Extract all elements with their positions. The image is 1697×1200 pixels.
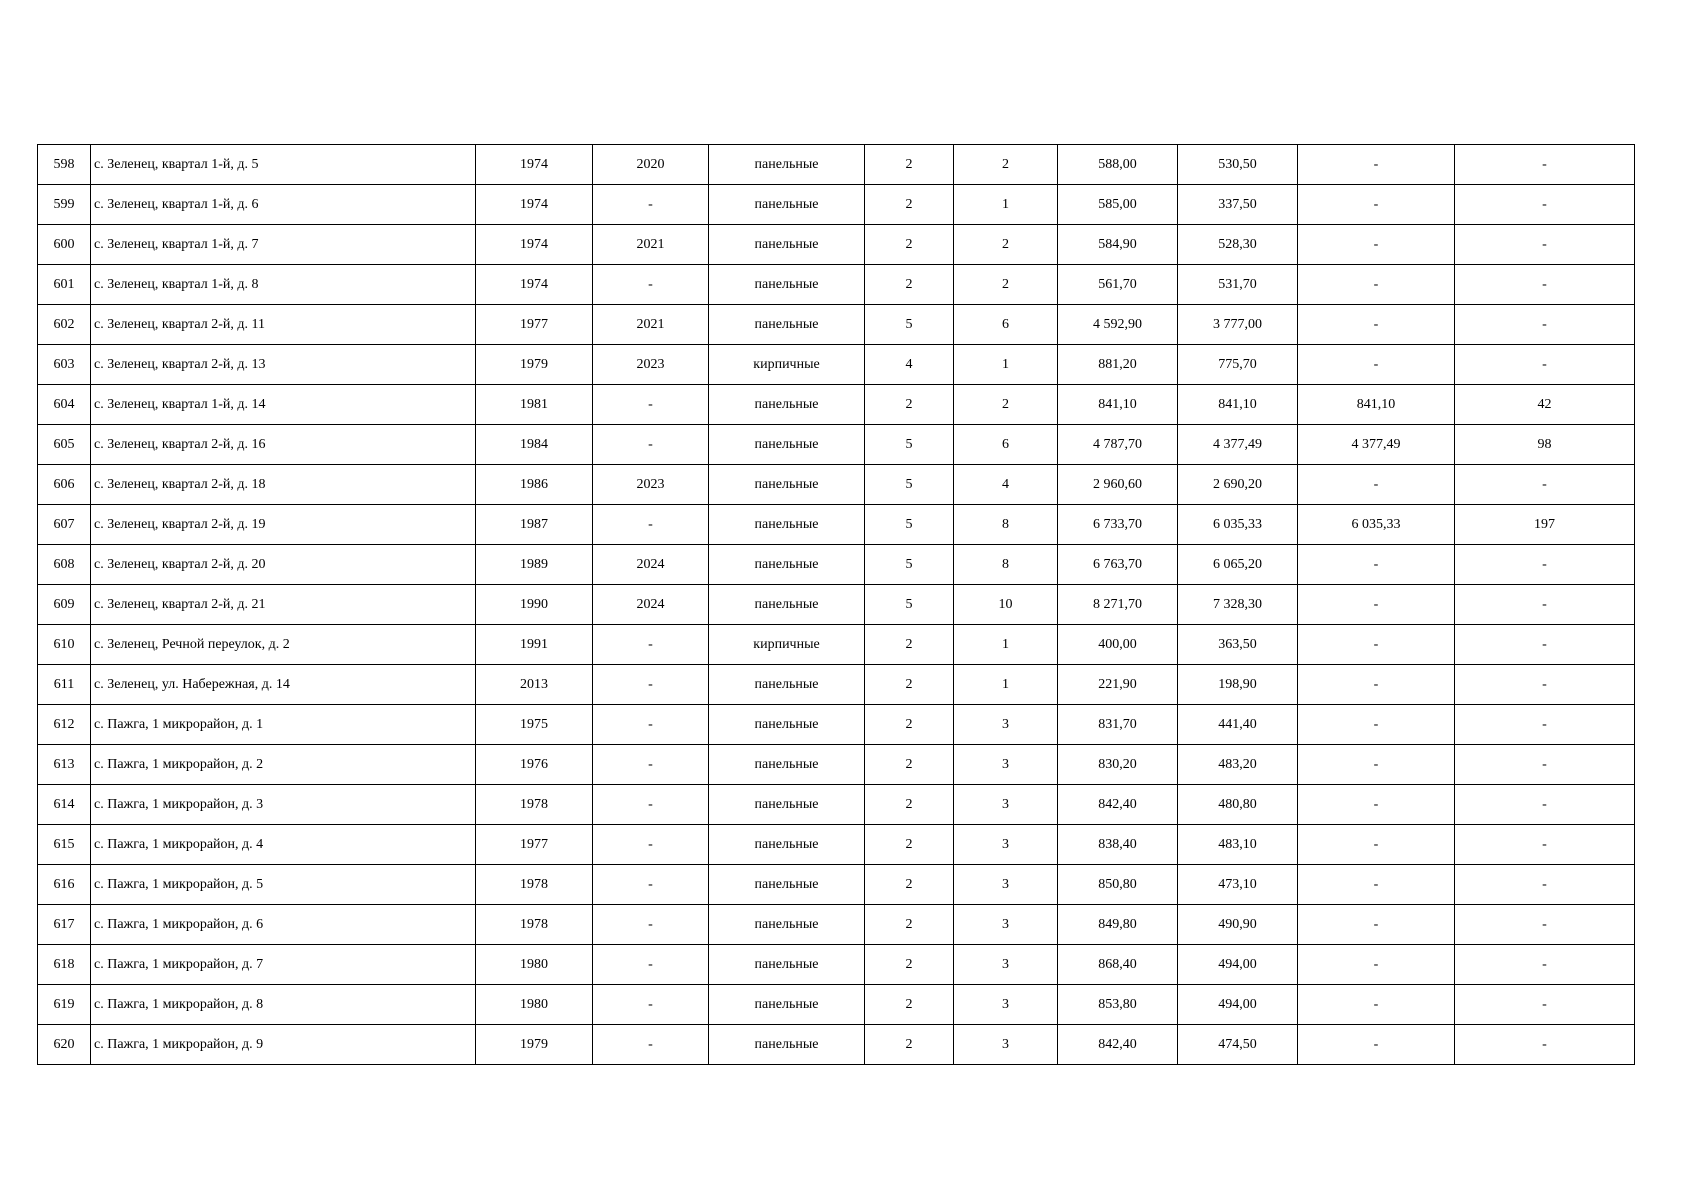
year-built-cell: 1974 <box>476 265 593 305</box>
living-area-cell: 775,70 <box>1178 345 1298 385</box>
year-repair-cell: - <box>593 745 709 785</box>
residents-cell: - <box>1455 345 1635 385</box>
year-built-cell: 1976 <box>476 745 593 785</box>
total-area-cell: 842,40 <box>1058 785 1178 825</box>
living-area-cell: 4 377,49 <box>1178 425 1298 465</box>
floors-cell: 2 <box>865 865 954 905</box>
table-row <box>38 545 1635 585</box>
wall-material-cell: панельные <box>709 225 865 265</box>
entrances-cell: 1 <box>954 185 1058 225</box>
address-cell: с. Пажга, 1 микрорайон, д. 5 <box>91 865 476 905</box>
row-number-cell: 611 <box>38 665 91 705</box>
year-repair-cell: - <box>593 945 709 985</box>
emergency-area-cell: - <box>1298 585 1455 625</box>
floors-cell: 5 <box>865 585 954 625</box>
wall-material-cell: панельные <box>709 465 865 505</box>
year-built-cell: 1987 <box>476 505 593 545</box>
living-area-cell: 841,10 <box>1178 385 1298 425</box>
entrances-cell: 3 <box>954 1025 1058 1065</box>
table-row <box>38 985 1635 1025</box>
residents-cell: 98 <box>1455 425 1635 465</box>
entrances-cell: 3 <box>954 705 1058 745</box>
table-row <box>38 945 1635 985</box>
entrances-cell: 1 <box>954 345 1058 385</box>
year-built-cell: 1989 <box>476 545 593 585</box>
living-area-cell: 6 065,20 <box>1178 545 1298 585</box>
entrances-cell: 1 <box>954 665 1058 705</box>
floors-cell: 2 <box>865 665 954 705</box>
year-repair-cell: - <box>593 1025 709 1065</box>
wall-material-cell: панельные <box>709 585 865 625</box>
living-area-cell: 3 777,00 <box>1178 305 1298 345</box>
total-area-cell: 850,80 <box>1058 865 1178 905</box>
address-cell: с. Зеленец, квартал 1-й, д. 14 <box>91 385 476 425</box>
year-repair-cell: - <box>593 905 709 945</box>
emergency-area-cell: 841,10 <box>1298 385 1455 425</box>
floors-cell: 2 <box>865 225 954 265</box>
year-repair-cell: - <box>593 625 709 665</box>
year-built-cell: 1979 <box>476 345 593 385</box>
living-area-cell: 494,00 <box>1178 985 1298 1025</box>
year-repair-cell: - <box>593 785 709 825</box>
year-repair-cell: - <box>593 865 709 905</box>
table-row <box>38 1025 1635 1065</box>
address-cell: с. Зеленец, квартал 1-й, д. 5 <box>91 145 476 185</box>
residents-cell: - <box>1455 225 1635 265</box>
address-cell: с. Зеленец, квартал 2-й, д. 21 <box>91 585 476 625</box>
floors-cell: 2 <box>865 1025 954 1065</box>
entrances-cell: 8 <box>954 545 1058 585</box>
year-built-cell: 1991 <box>476 625 593 665</box>
year-built-cell: 1978 <box>476 905 593 945</box>
entrances-cell: 2 <box>954 265 1058 305</box>
total-area-cell: 868,40 <box>1058 945 1178 985</box>
wall-material-cell: панельные <box>709 905 865 945</box>
emergency-area-cell: - <box>1298 185 1455 225</box>
year-built-cell: 1974 <box>476 185 593 225</box>
year-repair-cell: - <box>593 505 709 545</box>
table-row <box>38 825 1635 865</box>
table-row <box>38 265 1635 305</box>
housing-registry-table <box>37 144 1635 1065</box>
wall-material-cell: панельные <box>709 985 865 1025</box>
table-row <box>38 745 1635 785</box>
residents-cell: - <box>1455 1025 1635 1065</box>
wall-material-cell: кирпичные <box>709 345 865 385</box>
year-repair-cell: - <box>593 425 709 465</box>
address-cell: с. Зеленец, квартал 2-й, д. 19 <box>91 505 476 545</box>
row-number-cell: 598 <box>38 145 91 185</box>
row-number-cell: 614 <box>38 785 91 825</box>
row-number-cell: 605 <box>38 425 91 465</box>
living-area-cell: 441,40 <box>1178 705 1298 745</box>
wall-material-cell: панельные <box>709 865 865 905</box>
total-area-cell: 221,90 <box>1058 665 1178 705</box>
year-built-cell: 1980 <box>476 945 593 985</box>
emergency-area-cell: - <box>1298 985 1455 1025</box>
emergency-area-cell: 4 377,49 <box>1298 425 1455 465</box>
residents-cell: 197 <box>1455 505 1635 545</box>
living-area-cell: 337,50 <box>1178 185 1298 225</box>
year-repair-cell: 2020 <box>593 145 709 185</box>
year-built-cell: 1978 <box>476 785 593 825</box>
row-number-cell: 610 <box>38 625 91 665</box>
emergency-area-cell: - <box>1298 945 1455 985</box>
table-row <box>38 145 1635 185</box>
entrances-cell: 6 <box>954 305 1058 345</box>
total-area-cell: 842,40 <box>1058 1025 1178 1065</box>
table-row <box>38 905 1635 945</box>
emergency-area-cell: - <box>1298 625 1455 665</box>
year-built-cell: 1974 <box>476 225 593 265</box>
row-number-cell: 607 <box>38 505 91 545</box>
address-cell: с. Пажга, 1 микрорайон, д. 3 <box>91 785 476 825</box>
address-cell: с. Зеленец, квартал 2-й, д. 20 <box>91 545 476 585</box>
entrances-cell: 4 <box>954 465 1058 505</box>
emergency-area-cell: - <box>1298 305 1455 345</box>
wall-material-cell: панельные <box>709 825 865 865</box>
total-area-cell: 849,80 <box>1058 905 1178 945</box>
entrances-cell: 3 <box>954 745 1058 785</box>
emergency-area-cell: - <box>1298 345 1455 385</box>
total-area-cell: 400,00 <box>1058 625 1178 665</box>
floors-cell: 2 <box>865 385 954 425</box>
living-area-cell: 7 328,30 <box>1178 585 1298 625</box>
entrances-cell: 3 <box>954 905 1058 945</box>
row-number-cell: 618 <box>38 945 91 985</box>
living-area-cell: 6 035,33 <box>1178 505 1298 545</box>
table-row <box>38 345 1635 385</box>
table-row <box>38 465 1635 505</box>
wall-material-cell: панельные <box>709 305 865 345</box>
table-row <box>38 865 1635 905</box>
living-area-cell: 531,70 <box>1178 265 1298 305</box>
emergency-area-cell: - <box>1298 745 1455 785</box>
living-area-cell: 483,20 <box>1178 745 1298 785</box>
living-area-cell: 483,10 <box>1178 825 1298 865</box>
year-repair-cell: 2024 <box>593 545 709 585</box>
row-number-cell: 601 <box>38 265 91 305</box>
residents-cell: - <box>1455 545 1635 585</box>
residents-cell: - <box>1455 585 1635 625</box>
floors-cell: 4 <box>865 345 954 385</box>
emergency-area-cell: - <box>1298 825 1455 865</box>
residents-cell: - <box>1455 945 1635 985</box>
wall-material-cell: панельные <box>709 705 865 745</box>
total-area-cell: 588,00 <box>1058 145 1178 185</box>
entrances-cell: 2 <box>954 145 1058 185</box>
row-number-cell: 616 <box>38 865 91 905</box>
residents-cell: - <box>1455 865 1635 905</box>
residents-cell: - <box>1455 305 1635 345</box>
year-built-cell: 1978 <box>476 865 593 905</box>
address-cell: с. Пажга, 1 микрорайон, д. 6 <box>91 905 476 945</box>
total-area-cell: 6 763,70 <box>1058 545 1178 585</box>
floors-cell: 5 <box>865 425 954 465</box>
total-area-cell: 838,40 <box>1058 825 1178 865</box>
year-repair-cell: - <box>593 385 709 425</box>
entrances-cell: 1 <box>954 625 1058 665</box>
total-area-cell: 561,70 <box>1058 265 1178 305</box>
emergency-area-cell: - <box>1298 1025 1455 1065</box>
row-number-cell: 604 <box>38 385 91 425</box>
residents-cell: - <box>1455 785 1635 825</box>
living-area-cell: 530,50 <box>1178 145 1298 185</box>
wall-material-cell: кирпичные <box>709 625 865 665</box>
year-repair-cell: - <box>593 705 709 745</box>
year-built-cell: 1986 <box>476 465 593 505</box>
living-area-cell: 363,50 <box>1178 625 1298 665</box>
table-row <box>38 185 1635 225</box>
address-cell: с. Пажга, 1 микрорайон, д. 7 <box>91 945 476 985</box>
total-area-cell: 831,70 <box>1058 705 1178 745</box>
residents-cell: 42 <box>1455 385 1635 425</box>
emergency-area-cell: - <box>1298 865 1455 905</box>
residents-cell: - <box>1455 705 1635 745</box>
row-number-cell: 617 <box>38 905 91 945</box>
floors-cell: 5 <box>865 505 954 545</box>
year-built-cell: 1979 <box>476 1025 593 1065</box>
entrances-cell: 6 <box>954 425 1058 465</box>
entrances-cell: 3 <box>954 865 1058 905</box>
total-area-cell: 841,10 <box>1058 385 1178 425</box>
wall-material-cell: панельные <box>709 425 865 465</box>
emergency-area-cell: 6 035,33 <box>1298 505 1455 545</box>
row-number-cell: 612 <box>38 705 91 745</box>
table-row <box>38 225 1635 265</box>
year-built-cell: 1981 <box>476 385 593 425</box>
floors-cell: 2 <box>865 705 954 745</box>
address-cell: с. Зеленец, квартал 1-й, д. 7 <box>91 225 476 265</box>
total-area-cell: 584,90 <box>1058 225 1178 265</box>
row-number-cell: 619 <box>38 985 91 1025</box>
address-cell: с. Пажга, 1 микрорайон, д. 9 <box>91 1025 476 1065</box>
table-row <box>38 585 1635 625</box>
floors-cell: 2 <box>865 945 954 985</box>
address-cell: с. Зеленец, квартал 1-й, д. 8 <box>91 265 476 305</box>
entrances-cell: 10 <box>954 585 1058 625</box>
year-repair-cell: - <box>593 265 709 305</box>
living-area-cell: 198,90 <box>1178 665 1298 705</box>
floors-cell: 2 <box>865 905 954 945</box>
residents-cell: - <box>1455 185 1635 225</box>
entrances-cell: 3 <box>954 785 1058 825</box>
living-area-cell: 2 690,20 <box>1178 465 1298 505</box>
year-built-cell: 2013 <box>476 665 593 705</box>
total-area-cell: 2 960,60 <box>1058 465 1178 505</box>
address-cell: с. Зеленец, ул. Набережная, д. 14 <box>91 665 476 705</box>
floors-cell: 5 <box>865 305 954 345</box>
wall-material-cell: панельные <box>709 545 865 585</box>
wall-material-cell: панельные <box>709 145 865 185</box>
address-cell: с. Пажга, 1 микрорайон, д. 4 <box>91 825 476 865</box>
entrances-cell: 3 <box>954 945 1058 985</box>
year-repair-cell: 2023 <box>593 345 709 385</box>
emergency-area-cell: - <box>1298 905 1455 945</box>
year-built-cell: 1977 <box>476 305 593 345</box>
total-area-cell: 881,20 <box>1058 345 1178 385</box>
living-area-cell: 473,10 <box>1178 865 1298 905</box>
total-area-cell: 585,00 <box>1058 185 1178 225</box>
residents-cell: - <box>1455 625 1635 665</box>
living-area-cell: 474,50 <box>1178 1025 1298 1065</box>
address-cell: с. Зеленец, квартал 2-й, д. 13 <box>91 345 476 385</box>
wall-material-cell: панельные <box>709 385 865 425</box>
floors-cell: 2 <box>865 785 954 825</box>
entrances-cell: 8 <box>954 505 1058 545</box>
row-number-cell: 599 <box>38 185 91 225</box>
row-number-cell: 613 <box>38 745 91 785</box>
address-cell: с. Зеленец, квартал 1-й, д. 6 <box>91 185 476 225</box>
row-number-cell: 615 <box>38 825 91 865</box>
floors-cell: 2 <box>865 185 954 225</box>
total-area-cell: 6 733,70 <box>1058 505 1178 545</box>
floors-cell: 2 <box>865 825 954 865</box>
table-row <box>38 625 1635 665</box>
living-area-cell: 528,30 <box>1178 225 1298 265</box>
table-row <box>38 785 1635 825</box>
residents-cell: - <box>1455 745 1635 785</box>
address-cell: с. Зеленец, Речной переулок, д. 2 <box>91 625 476 665</box>
table-body <box>38 145 1635 1065</box>
emergency-area-cell: - <box>1298 265 1455 305</box>
row-number-cell: 608 <box>38 545 91 585</box>
row-number-cell: 600 <box>38 225 91 265</box>
floors-cell: 2 <box>865 985 954 1025</box>
residents-cell: - <box>1455 265 1635 305</box>
emergency-area-cell: - <box>1298 545 1455 585</box>
living-area-cell: 494,00 <box>1178 945 1298 985</box>
year-repair-cell: 2023 <box>593 465 709 505</box>
emergency-area-cell: - <box>1298 785 1455 825</box>
emergency-area-cell: - <box>1298 225 1455 265</box>
total-area-cell: 4 787,70 <box>1058 425 1178 465</box>
wall-material-cell: панельные <box>709 785 865 825</box>
wall-material-cell: панельные <box>709 665 865 705</box>
floors-cell: 2 <box>865 265 954 305</box>
floors-cell: 5 <box>865 545 954 585</box>
row-number-cell: 602 <box>38 305 91 345</box>
table-row <box>38 705 1635 745</box>
year-built-cell: 1974 <box>476 145 593 185</box>
entrances-cell: 2 <box>954 385 1058 425</box>
row-number-cell: 620 <box>38 1025 91 1065</box>
year-repair-cell: 2024 <box>593 585 709 625</box>
total-area-cell: 853,80 <box>1058 985 1178 1025</box>
residents-cell: - <box>1455 825 1635 865</box>
year-built-cell: 1977 <box>476 825 593 865</box>
total-area-cell: 830,20 <box>1058 745 1178 785</box>
table-row <box>38 305 1635 345</box>
row-number-cell: 609 <box>38 585 91 625</box>
entrances-cell: 3 <box>954 825 1058 865</box>
wall-material-cell: панельные <box>709 505 865 545</box>
living-area-cell: 480,80 <box>1178 785 1298 825</box>
year-repair-cell: - <box>593 185 709 225</box>
residents-cell: - <box>1455 465 1635 505</box>
wall-material-cell: панельные <box>709 1025 865 1065</box>
address-cell: с. Пажга, 1 микрорайон, д. 2 <box>91 745 476 785</box>
residents-cell: - <box>1455 665 1635 705</box>
total-area-cell: 8 271,70 <box>1058 585 1178 625</box>
year-repair-cell: 2021 <box>593 225 709 265</box>
row-number-cell: 606 <box>38 465 91 505</box>
table-row <box>38 425 1635 465</box>
living-area-cell: 490,90 <box>1178 905 1298 945</box>
wall-material-cell: панельные <box>709 265 865 305</box>
year-repair-cell: 2021 <box>593 305 709 345</box>
year-repair-cell: - <box>593 665 709 705</box>
emergency-area-cell: - <box>1298 665 1455 705</box>
address-cell: с. Пажга, 1 микрорайон, д. 8 <box>91 985 476 1025</box>
wall-material-cell: панельные <box>709 945 865 985</box>
residents-cell: - <box>1455 145 1635 185</box>
address-cell: с. Зеленец, квартал 2-й, д. 11 <box>91 305 476 345</box>
year-built-cell: 1984 <box>476 425 593 465</box>
floors-cell: 2 <box>865 745 954 785</box>
year-built-cell: 1975 <box>476 705 593 745</box>
table-row <box>38 665 1635 705</box>
entrances-cell: 2 <box>954 225 1058 265</box>
wall-material-cell: панельные <box>709 745 865 785</box>
residents-cell: - <box>1455 985 1635 1025</box>
emergency-area-cell: - <box>1298 465 1455 505</box>
floors-cell: 2 <box>865 625 954 665</box>
year-built-cell: 1990 <box>476 585 593 625</box>
table-row <box>38 505 1635 545</box>
residents-cell: - <box>1455 905 1635 945</box>
table-row <box>38 385 1635 425</box>
floors-cell: 2 <box>865 145 954 185</box>
floors-cell: 5 <box>865 465 954 505</box>
total-area-cell: 4 592,90 <box>1058 305 1178 345</box>
emergency-area-cell: - <box>1298 705 1455 745</box>
emergency-area-cell: - <box>1298 145 1455 185</box>
year-repair-cell: - <box>593 985 709 1025</box>
year-repair-cell: - <box>593 825 709 865</box>
address-cell: с. Зеленец, квартал 2-й, д. 16 <box>91 425 476 465</box>
address-cell: с. Зеленец, квартал 2-й, д. 18 <box>91 465 476 505</box>
row-number-cell: 603 <box>38 345 91 385</box>
address-cell: с. Пажга, 1 микрорайон, д. 1 <box>91 705 476 745</box>
year-built-cell: 1980 <box>476 985 593 1025</box>
wall-material-cell: панельные <box>709 185 865 225</box>
entrances-cell: 3 <box>954 985 1058 1025</box>
